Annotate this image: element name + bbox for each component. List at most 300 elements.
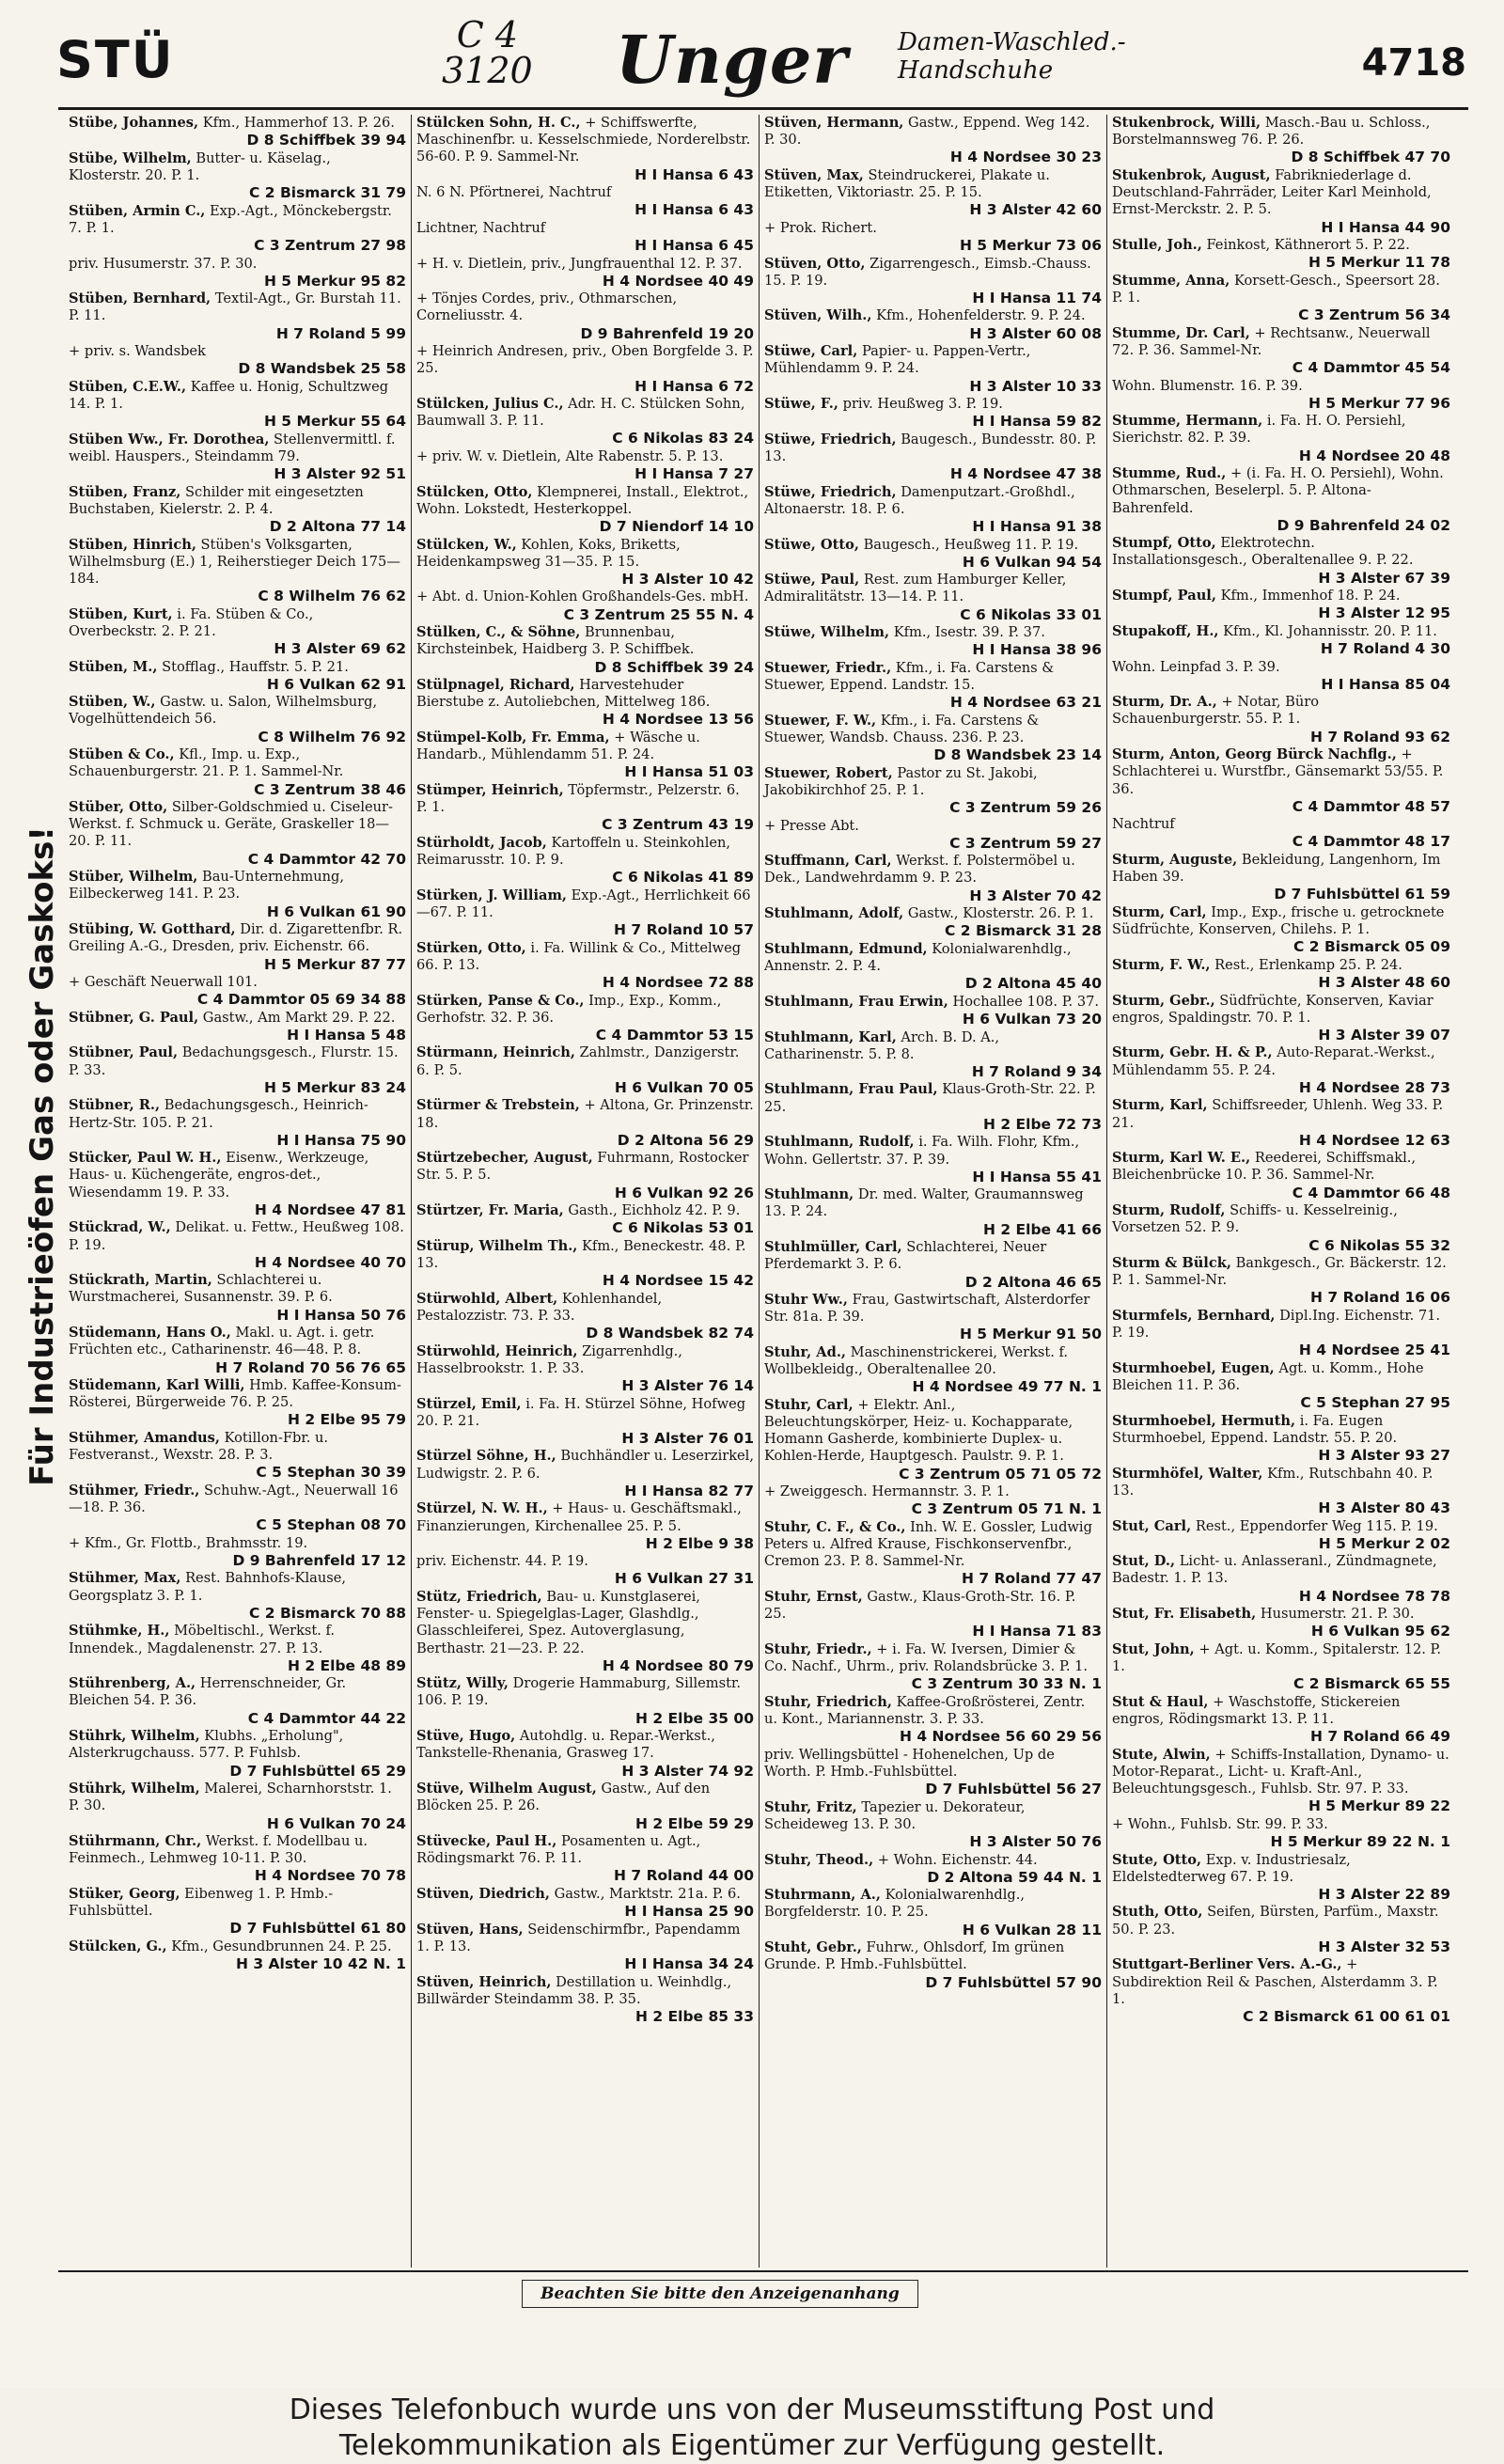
entry-details: Kfm., Beneckestr. 48. P. 13. <box>416 1237 746 1272</box>
entry-details: Kotillon-Fbr. u. Festveranst., Wexstr. 28. P. 3. <box>69 1429 329 1464</box>
entry-phone-number: D 7 Fuhlsbüttel 65 29 <box>229 1762 406 1780</box>
entry-phone-number: C 2 Bismarck 05 09 <box>1293 938 1450 956</box>
directory-entry <box>69 974 406 1009</box>
entry-details: Stofflag., Hauffstr. 5. P. 21. <box>162 658 349 675</box>
entry-phone-number: C 2 Bismarck 31 79 <box>249 184 406 202</box>
entry-phone-number: H 3 Alster 92 51 <box>274 465 406 483</box>
directory-entry <box>764 1081 1102 1133</box>
entry-name: Stut, D., <box>1112 1553 1176 1570</box>
entry-name: Stühmer, Max, <box>69 1570 181 1587</box>
entry-phone-number: H 3 Alster 39 07 <box>1318 1026 1450 1044</box>
directory-entry <box>69 1430 406 1482</box>
entry-details: + priv. s. Wandsbek <box>69 343 206 360</box>
entry-details: Schlachterei u. Wurstmacherei, Susannenstr. 39. P. 6. <box>69 1272 333 1306</box>
directory-entry <box>69 659 406 694</box>
entry-details: Kfm., i. Fa. Carstens & Stuewer, Eppend. Landstr. 15. <box>764 659 1055 694</box>
entry-phone-number: H I Hansa 6 43 <box>634 165 754 183</box>
entry-details: Posamenten u. Agt., Rödingsmarkt 76. P. 11. <box>416 1833 701 1867</box>
entry-phone-number: H I Hansa 44 90 <box>1321 218 1450 236</box>
entry-name: Stuffmann, Carl, <box>764 853 892 870</box>
entry-phone-number: H 4 Nordsee 12 63 <box>1298 1131 1450 1149</box>
entry-details: + Heinrich Andresen, priv., Oben Borgfelde 3. P. 25. <box>416 343 754 377</box>
directory-entry <box>764 713 1102 764</box>
entry-phone-number: H 6 Vulkan 70 05 <box>614 1078 754 1096</box>
entry-name: Stürzel Söhne, H., <box>416 1448 556 1465</box>
entry-details: Südfrüchte, Konserven, Kaviar engros, Spaldingstr. 70. P. 1. <box>1112 992 1434 1026</box>
directory-entry <box>69 115 406 149</box>
entry-phone-number: H 4 Nordsee 80 79 <box>602 1656 754 1674</box>
listing-column <box>760 115 1107 2268</box>
directory-entry <box>416 1097 754 1149</box>
entry-name: Stürwohld, Heinrich, <box>416 1342 578 1359</box>
directory-entry <box>1112 535 1450 587</box>
directory-entry <box>416 887 754 939</box>
entry-phone-number: D 7 Fuhlsbüttel 56 27 <box>925 1781 1102 1798</box>
directory-entry <box>416 1343 754 1395</box>
entry-name: Stülcken, G., <box>69 1938 167 1954</box>
entry-name: Sturmfels, Bernhard, <box>1112 1307 1276 1324</box>
entry-details: + Altona, Gr. Prinzenstr. 18. <box>416 1097 754 1131</box>
entry-details: Delikat. u. Fettw., Heußweg 108. P. 19. <box>69 1219 404 1253</box>
entry-details: Eisenw., Werkzeuge, Haus- u. Küchengeräte, engros-det., Wiesendamm 19. P. 33. <box>69 1150 369 1201</box>
entry-name: Stuhrmann, A., <box>764 1887 881 1904</box>
entry-phone-number: D 8 Schiffbek 39 24 <box>594 658 754 676</box>
entry-phone-number: C 5 Stephan 27 95 <box>1300 1394 1450 1412</box>
entry-details: Tapezier u. Dekorateur, Scheideweg 13. P. 30. <box>764 1798 1026 1832</box>
header-brand-sub-2: Handschuhe <box>898 56 1054 85</box>
entry-details: Papier- u. Pappen-Vertr., Mühlendamm 9. P. 24. <box>764 343 1031 377</box>
directory-entry <box>416 1396 754 1448</box>
directory-entry <box>764 660 1102 712</box>
entry-details: + Kfm., Gr. Flottb., Brahmsstr. 19. <box>69 1534 308 1551</box>
entry-name: Stürmann, Heinrich, <box>416 1044 575 1061</box>
entry-details: Bedachungsgesch., Flurstr. 15. P. 33. <box>69 1044 399 1078</box>
entry-name: Stürmer & Trebstein, <box>416 1097 580 1114</box>
directory-entry <box>69 256 406 290</box>
directory-entry <box>764 853 1102 904</box>
entry-details: Damenputzart.-Großhdl., Altonaerstr. 18. P. 6. <box>764 483 1075 517</box>
directory-entry <box>69 1325 406 1376</box>
directory-entry <box>69 746 406 798</box>
entry-details: Kfm., Kl. Johannisstr. 20. P. 11. <box>1223 622 1437 639</box>
directory-entry <box>69 1535 406 1570</box>
entry-name: Stüwe, Friedrich, <box>764 431 897 447</box>
entry-phone-number: H I Hansa 38 96 <box>972 641 1102 659</box>
directory-entry <box>69 1675 406 1727</box>
directory-entry <box>416 624 754 676</box>
directory-entry <box>1112 1641 1450 1693</box>
directory-entry <box>69 1781 406 1832</box>
entry-phone-number: H I Hansa 6 43 <box>634 201 754 219</box>
directory-entry <box>69 1010 406 1044</box>
entry-name: Stüben Ww., Fr. Dorothea, <box>69 431 270 447</box>
entry-name: Stuewer, Friedr., <box>764 659 892 676</box>
directory-entry <box>69 606 406 658</box>
entry-details: Brunnenbau, Kirchsteinbek, Haidberg 3. P. Schiffbek. <box>416 624 695 658</box>
directory-entry <box>69 1150 406 1218</box>
entry-details: Drogerie Hammaburg, Sillemstr. 106. P. 19. <box>416 1675 741 1709</box>
entry-phone-number: H 6 Vulkan 92 26 <box>614 1184 754 1201</box>
entry-details: Feinkost, Käthnerort 5. P. 22. <box>1206 237 1410 254</box>
directory-entry <box>1112 816 1450 851</box>
entry-details: Kfm., Isestr. 39. P. 37. <box>893 624 1045 641</box>
directory-entry <box>1112 1413 1450 1465</box>
entry-details: i. Fa. Willink & Co., Mittelweg 66. P. 13. <box>416 939 742 973</box>
entry-details: Wohn. Leinpfad 3. P. 39. <box>1112 658 1280 675</box>
listing-columns <box>64 115 1474 2268</box>
entry-name: Stürup, Wilhelm Th., <box>416 1237 578 1254</box>
entry-phone-number: C 3 Zentrum 56 34 <box>1298 306 1450 324</box>
directory-entry <box>764 1397 1102 1483</box>
entry-name: Stüwe, F., <box>764 396 838 413</box>
entry-details: Gastw., Marktstr. 21a. P. 6. <box>554 1885 741 1902</box>
entry-name: Stut, Fr. Elisabeth, <box>1112 1606 1257 1623</box>
directory-entry <box>764 1589 1102 1640</box>
entry-name: Stürzel, Emil, <box>416 1395 522 1412</box>
entry-phone-number: H 3 Alster 12 95 <box>1318 604 1450 622</box>
entry-phone-number: H 4 Nordsee 78 78 <box>1298 1587 1450 1605</box>
entry-name: Stüben, Hinrich, <box>69 536 196 553</box>
entry-details: Kolonialwarenhdlg., Borgfelderstr. 10. P. 25. <box>764 1887 1026 1921</box>
directory-entry <box>1112 1202 1450 1254</box>
entry-phone-number: H 5 Merkur 91 50 <box>959 1326 1102 1343</box>
entry-phone-number: H 3 Alster 67 39 <box>1318 569 1450 587</box>
directory-entry <box>1112 1606 1450 1640</box>
entry-details: Zigarrenhdlg., Hasselbrookstr. 1. P. 33. <box>416 1342 682 1376</box>
entry-details: Bankgesch., Gr. Bäckerstr. 12. P. 1. Sammel-Nr. <box>1112 1255 1447 1289</box>
entry-name: Stukenbrock, Willi, <box>1112 115 1261 131</box>
directory-entry <box>69 1097 406 1149</box>
entry-phone-number: D 2 Altona 59 44 N. 1 <box>927 1868 1102 1886</box>
entry-name: Sturm, Rudolf, <box>1112 1202 1226 1219</box>
entry-details: Fabrikniederlage d. Deutschland-Fahrräder, Leiter Karl Meinhold, Ernst-Merckstr. 2. P. 5. <box>1112 166 1432 218</box>
entry-name: Stuhr, Carl, <box>764 1396 854 1413</box>
entry-details: Gastw., Klaus-Groth-Str. 16. P. 25. <box>764 1588 1076 1623</box>
directory-entry <box>1112 1747 1450 1815</box>
entry-phone-number: C 5 Stephan 08 70 <box>256 1516 406 1534</box>
directory-entry <box>764 572 1102 623</box>
entry-name: Sturmhöfel, Walter, <box>1112 1465 1263 1482</box>
entry-name: Stuhlmüller, Carl, <box>764 1239 902 1256</box>
directory-entry <box>416 537 754 589</box>
entry-details: + Waschstoffe, Stickereien engros, Rödingsmarkt 13. P. 11. <box>1112 1693 1401 1727</box>
entry-name: Stuhr, Ernst, <box>764 1588 863 1605</box>
entry-phone-number: H 4 Nordsee 40 49 <box>602 272 754 290</box>
directory-entry <box>69 1623 406 1674</box>
entry-name: Stuhlmann, Frau Erwin, <box>764 993 948 1010</box>
directory-entry <box>764 818 1102 853</box>
directory-entry <box>1112 413 1450 464</box>
entry-details: Möbeltischl., Werkst. f. Innendek., Magdalenenstr. 27. P. 13. <box>69 1623 336 1656</box>
entry-name: Sturmhoebel, Hermuth, <box>1112 1412 1296 1429</box>
bottom-rule <box>58 2270 1468 2272</box>
directory-entry <box>416 1500 754 1552</box>
entry-name: Stülken, C., & Söhne, <box>416 624 581 641</box>
entry-details: Butter- u. Käselag., Klosterstr. 20. P. 1. <box>69 149 331 183</box>
directory-entry <box>1112 623 1450 658</box>
entry-details: Licht- u. Anlasseranl., Zündmagnete, Badestr. 1. P. 13. <box>1112 1553 1437 1587</box>
entry-name: Stülcken, Julius C., <box>416 396 564 413</box>
directory-entry <box>764 1134 1102 1185</box>
entry-name: Sturmhoebel, Eugen, <box>1112 1359 1275 1376</box>
entry-phone-number: H 2 Elbe 9 38 <box>645 1534 754 1552</box>
entry-details: priv. Eichenstr. 44. P. 19. <box>416 1553 588 1570</box>
entry-name: Stücker, Paul W. H., <box>69 1150 222 1167</box>
entry-details: Baugesch., Bundesstr. 80. P. 13. <box>764 431 1097 464</box>
entry-details: Seifen, Bürsten, Parfüm., Maxstr. 50. P. 23. <box>1112 1904 1439 1938</box>
entry-phone-number: H 4 Nordsee 13 56 <box>602 711 754 729</box>
entry-name: Sturm, Gebr. H. & P., <box>1112 1044 1273 1061</box>
directory-entry <box>416 184 754 219</box>
entry-name: Stüwe, Friedrich, <box>764 483 897 500</box>
entry-details: Kohlen, Koks, Briketts, Heidenkampsweg 31—35. P. 15. <box>416 536 681 570</box>
directory-entry <box>764 167 1102 219</box>
entry-details: Kaffee-Großrösterei, Zentr. u. Kont., Mariannenstr. 3. P. 33. <box>764 1693 1086 1727</box>
directory-entry <box>1112 1360 1450 1412</box>
entry-name: Sturm, Anton, Georg Bürck Nachflg., <box>1112 746 1397 763</box>
directory-entry <box>416 993 754 1044</box>
entry-name: Stumme, Rud., <box>1112 465 1227 482</box>
directory-entry <box>416 835 754 887</box>
entry-phone-number: H 7 Roland 10 57 <box>614 921 754 939</box>
entry-details: Korsett-Gesch., Speersort 28. P. 1. <box>1112 272 1440 306</box>
entry-name: Stuhr, C. F., & Co., <box>764 1518 906 1535</box>
entry-details: Töpfermstr., Pelzerstr. 6. P. 1. <box>416 781 740 816</box>
entry-phone-number: H 2 Elbe 35 00 <box>635 1709 754 1727</box>
entry-phone-number: H 5 Merkur 89 22 N. 1 <box>1270 1833 1450 1850</box>
entry-phone-number: D 9 Bahrenfeld 17 12 <box>232 1551 406 1569</box>
entry-phone-number: H 4 Nordsee 63 21 <box>949 694 1102 712</box>
entry-name: Stüven, Otto, <box>764 255 866 272</box>
entry-details: Werkst. f. Polstermöbel u. Dek., Landwehrdamm 9. P. 23. <box>764 853 1075 887</box>
directory-entry <box>764 624 1102 659</box>
entry-phone-number: H 5 Merkur 55 64 <box>263 413 406 431</box>
directory-entry <box>1112 1308 1450 1359</box>
entry-name: Stuhlmann, Adolf, <box>764 905 904 922</box>
entry-phone-number: H 3 Alster 80 43 <box>1318 1499 1450 1517</box>
entry-phone-number: H 7 Roland 77 47 <box>962 1570 1102 1588</box>
entry-details: Gastw. u. Salon, Wilhelmsburg, Vogelhüttendeich 56. <box>69 694 378 728</box>
directory-entry <box>416 1044 754 1096</box>
directory-entry <box>764 1887 1102 1938</box>
entry-phone-number: H 3 Alster 93 27 <box>1318 1447 1450 1465</box>
entry-phone-number: H 7 Roland 44 00 <box>614 1867 754 1885</box>
entry-phone-number: H 2 Elbe 85 33 <box>635 2007 754 2025</box>
entry-name: Stührmann, Chr., <box>69 1833 202 1849</box>
entry-name: Stülcken, W., <box>416 536 517 553</box>
entry-name: Stütz, Willy, <box>416 1675 509 1692</box>
directory-entry <box>764 994 1102 1028</box>
entry-name: Stüben & Co., <box>69 746 175 763</box>
directory-entry <box>1112 852 1450 903</box>
entry-details: + priv. W. v. Dietlein, Alte Rabenstr. 5. P. 13. <box>416 447 724 464</box>
directory-entry <box>416 448 754 483</box>
entry-details: i. Fa. H. O. Persiehl, Sierichstr. 82. P. 39. <box>1112 413 1406 447</box>
directory-entry <box>1112 993 1450 1044</box>
entry-details: Zahlmstr., Danzigerstr. 6. P. 5. <box>416 1044 740 1078</box>
entry-name: Stut, John, <box>1112 1640 1195 1657</box>
entry-name: Stüben, Kurt, <box>69 605 173 622</box>
entry-name: Sturm, Karl W. E., <box>1112 1150 1251 1167</box>
entry-phone-number: H 2 Elbe 72 73 <box>983 1115 1102 1133</box>
directory-entry <box>416 1886 754 1921</box>
entry-name: Stübe, Wilhelm, <box>69 149 192 166</box>
entry-details: + Presse Abt. <box>764 817 859 834</box>
entry-details: + Schiffswerfte, Maschinenfbr. u. Kesselschmiede, Norderelbstr. 56-60. P. 9. Sammel-Nr. <box>416 115 751 165</box>
entry-details: Maschinenstrickerei, Werkst. f. Wollbekleidg., Oberaltenallee 20. <box>764 1343 1069 1378</box>
entry-phone-number: C 3 Zentrum 25 55 N. 4 <box>563 605 754 623</box>
entry-phone-number: H 7 Roland 5 99 <box>275 324 406 342</box>
entry-phone-number: C 4 Dammtor 66 48 <box>1292 1184 1450 1201</box>
directory-entry <box>764 432 1102 483</box>
entry-details: + Rechtsanw., Neuerwall 72. P. 36. Sammel-Nr. <box>1112 324 1431 358</box>
entry-phone-number: C 4 Dammtor 48 17 <box>1292 833 1450 851</box>
directory-entry <box>1112 1255 1450 1307</box>
entry-phone-number: D 8 Schiffbek 39 94 <box>246 132 406 149</box>
entry-phone-number: H 7 Roland 66 49 <box>1310 1728 1450 1746</box>
entry-name: Stuhlmann, <box>764 1186 854 1203</box>
entry-details: Adr. H. C. Stülcken Sohn, Baumwall 3. P. 11. <box>416 396 745 430</box>
entry-name: Stüven, Heinrich, <box>416 1973 552 1990</box>
entry-phone-number: H 5 Merkur 89 22 <box>1308 1797 1450 1815</box>
section-heading: STÜ <box>56 30 175 89</box>
entry-phone-number: H I Hansa 75 90 <box>276 1131 406 1149</box>
entry-name: Sturm, Carl, <box>1112 903 1207 920</box>
entry-phone-number: H 4 Nordsee 20 48 <box>1298 447 1450 464</box>
entry-phone-number: H 6 Vulkan 61 90 <box>266 902 406 920</box>
entry-name: Stuth, Otto, <box>1112 1904 1203 1921</box>
directory-entry <box>69 537 406 605</box>
directory-entry <box>1112 325 1450 377</box>
directory-entry <box>764 256 1102 307</box>
entry-name: Stüker, Georg, <box>69 1885 180 1902</box>
page-header <box>56 13 1485 102</box>
directory-entry <box>764 1186 1102 1238</box>
header-code <box>442 14 533 91</box>
header-code-top: C 4 <box>456 14 519 55</box>
entry-name: Stüven, Hans, <box>416 1921 524 1938</box>
directory-entry <box>764 1852 1102 1887</box>
entry-name: Stuhr, Fritz, <box>764 1798 857 1815</box>
directory-entry <box>1112 1816 1450 1851</box>
header-code-bottom: 3120 <box>442 50 533 91</box>
entry-name: Sturm, Auguste, <box>1112 851 1238 868</box>
directory-entry <box>416 589 754 623</box>
directory-entry <box>416 256 754 290</box>
entry-details: Schlachterei, Neuer Pferdemarkt 3. P. 6. <box>764 1239 1047 1273</box>
entry-name: Stühmer, Amandus, <box>69 1429 220 1446</box>
entry-details: Agt. u. Komm., Hohe Bleichen 11. P. 36. <box>1112 1359 1424 1394</box>
entry-details: Bedachungsgesch., Heinrich-Hertz-Str. 105. P. 21. <box>69 1097 368 1131</box>
entry-phone-number: H 7 Roland 70 56 76 65 <box>215 1358 406 1376</box>
entry-name: Stüven, Hermann, <box>764 115 904 131</box>
directory-entry <box>764 537 1102 572</box>
entry-details: Frau, Gastwirtschaft, Alsterdorfer Str. 81a. P. 39. <box>764 1292 1090 1326</box>
entry-phone-number: H 3 Alster 10 42 N. 1 <box>235 1955 406 1973</box>
credit-line-1: Dieses Telefonbuch wurde uns von der Museumsstiftung Post und <box>289 2393 1215 2426</box>
entry-details: Textil-Agt., Gr. Burstah 11. P. 11. <box>69 290 401 324</box>
directory-entry <box>69 1377 406 1429</box>
entry-phone-number: C 3 Zentrum 59 27 <box>949 834 1102 852</box>
directory-entry <box>1112 1904 1450 1955</box>
entry-phone-number: D 7 Fuhlsbüttel 61 59 <box>1274 886 1450 903</box>
footer-advertisement: Beachten Sie bitte den Anzeigenanhang <box>522 2280 918 2308</box>
entry-phone-number: C 3 Zentrum 05 71 05 72 <box>899 1465 1102 1483</box>
directory-entry <box>69 379 406 431</box>
entry-details: Hmb. Kaffee-Konsum-Rösterei, Bürgerweide 76. P. 25. <box>69 1377 401 1411</box>
entry-details: Husumerstr. 21. P. 30. <box>1260 1606 1415 1623</box>
directory-entry <box>416 677 754 729</box>
directory-entry <box>764 1239 1102 1291</box>
entry-details: + i. Fa. W. Iversen, Dimier & Co. Nachf., Uhrm., priv. Rolandsbrücke 3. P. 1. <box>764 1640 1089 1675</box>
directory-entry <box>764 1292 1102 1343</box>
directory-entry <box>416 1781 754 1832</box>
entry-details: Nachtruf <box>1112 816 1175 833</box>
entry-details: i. Fa. Wilh. Flohr, Kfm., Wohn. Gellertstr. 37. P. 39. <box>764 1134 1080 1168</box>
entry-phone-number: C 3 Zentrum 43 19 <box>602 816 754 834</box>
directory-entry <box>1112 957 1450 992</box>
entry-phone-number: H 4 Nordsee 47 38 <box>949 465 1102 483</box>
entry-phone-number: H 3 Alster 42 60 <box>969 201 1102 219</box>
directory-entry <box>764 905 1102 940</box>
directory-entry <box>69 1570 406 1622</box>
entry-phone-number: H 3 Alster 60 08 <box>969 324 1102 342</box>
entry-phone-number: H I Hansa 5 48 <box>287 1026 406 1044</box>
entry-details: Schuhw.-Agt., Neuerwall 16—18. P. 36. <box>69 1482 399 1516</box>
directory-entry <box>1112 588 1450 622</box>
directory-entry <box>764 1939 1102 1991</box>
entry-details: Dipl.Ing. Eichenstr. 71. P. 19. <box>1112 1307 1441 1342</box>
entry-phone-number: H 2 Elbe 59 29 <box>635 1814 754 1832</box>
entry-phone-number: H 6 Vulkan 95 62 <box>1310 1623 1450 1640</box>
directory-entry <box>1112 1466 1450 1517</box>
entry-name: Stümper, Heinrich, <box>416 781 564 798</box>
entry-details: + Wohn. Eichenstr. 44. <box>877 1851 1038 1868</box>
entry-phone-number: H I Hansa 51 03 <box>624 763 754 781</box>
entry-phone-number: C 3 Zentrum 38 46 <box>254 780 406 798</box>
entry-name: Stuhlmann, Rudolf, <box>764 1134 915 1151</box>
directory-entry <box>1112 746 1450 815</box>
entry-details: Exp. v. Industriesalz, Eldelstedterweg 67. P. 19. <box>1112 1851 1351 1885</box>
directory-entry <box>416 1974 754 2026</box>
entry-name: Stüwe, Paul, <box>764 572 860 589</box>
directory-entry <box>416 940 754 992</box>
entry-phone-number: H 5 Merkur 95 82 <box>263 272 406 290</box>
entry-details: + Elektr. Anl., Beleuchtungskörper, Heiz- u. Kochapparate, Homann Gasherde, kombinierte Duplex- u. Kohlen-Herde, Hauptgesch. Paulstr. 9. P. 1. <box>764 1396 1073 1465</box>
entry-name: Stüber, Otto, <box>69 799 168 816</box>
directory-entry <box>1112 465 1450 534</box>
directory-entry <box>416 115 754 183</box>
entry-name: Stumme, Hermann, <box>1112 413 1263 430</box>
directory-entry <box>764 307 1102 342</box>
entry-phone-number: H 3 Alster 32 53 <box>1318 1938 1450 1955</box>
directory-entry <box>416 396 754 447</box>
entry-name: Stübe, Johannes, <box>69 115 199 131</box>
directory-entry <box>69 1483 406 1534</box>
entry-phone-number: H I Hansa 34 24 <box>624 1955 754 1973</box>
header-brand-sub-1: Damen-Waschled.- <box>898 28 1126 56</box>
entry-phone-number: H 3 Alster 50 76 <box>969 1833 1102 1850</box>
entry-name: Stute, Otto, <box>1112 1851 1202 1868</box>
entry-phone-number: D 7 Niendorf 14 10 <box>599 518 754 536</box>
directory-entry <box>69 484 406 536</box>
directory-entry <box>416 1291 754 1342</box>
entry-name: Stürtzebecher, August, <box>416 1150 593 1167</box>
entry-details: Seidenschirmfbr., Papendamm 1. P. 13. <box>416 1921 741 1954</box>
side-advertisement <box>19 808 66 1504</box>
entry-phone-number: C 6 Nikolas 55 32 <box>1308 1236 1450 1254</box>
entry-phone-number: H 5 Merkur 73 06 <box>959 237 1102 255</box>
